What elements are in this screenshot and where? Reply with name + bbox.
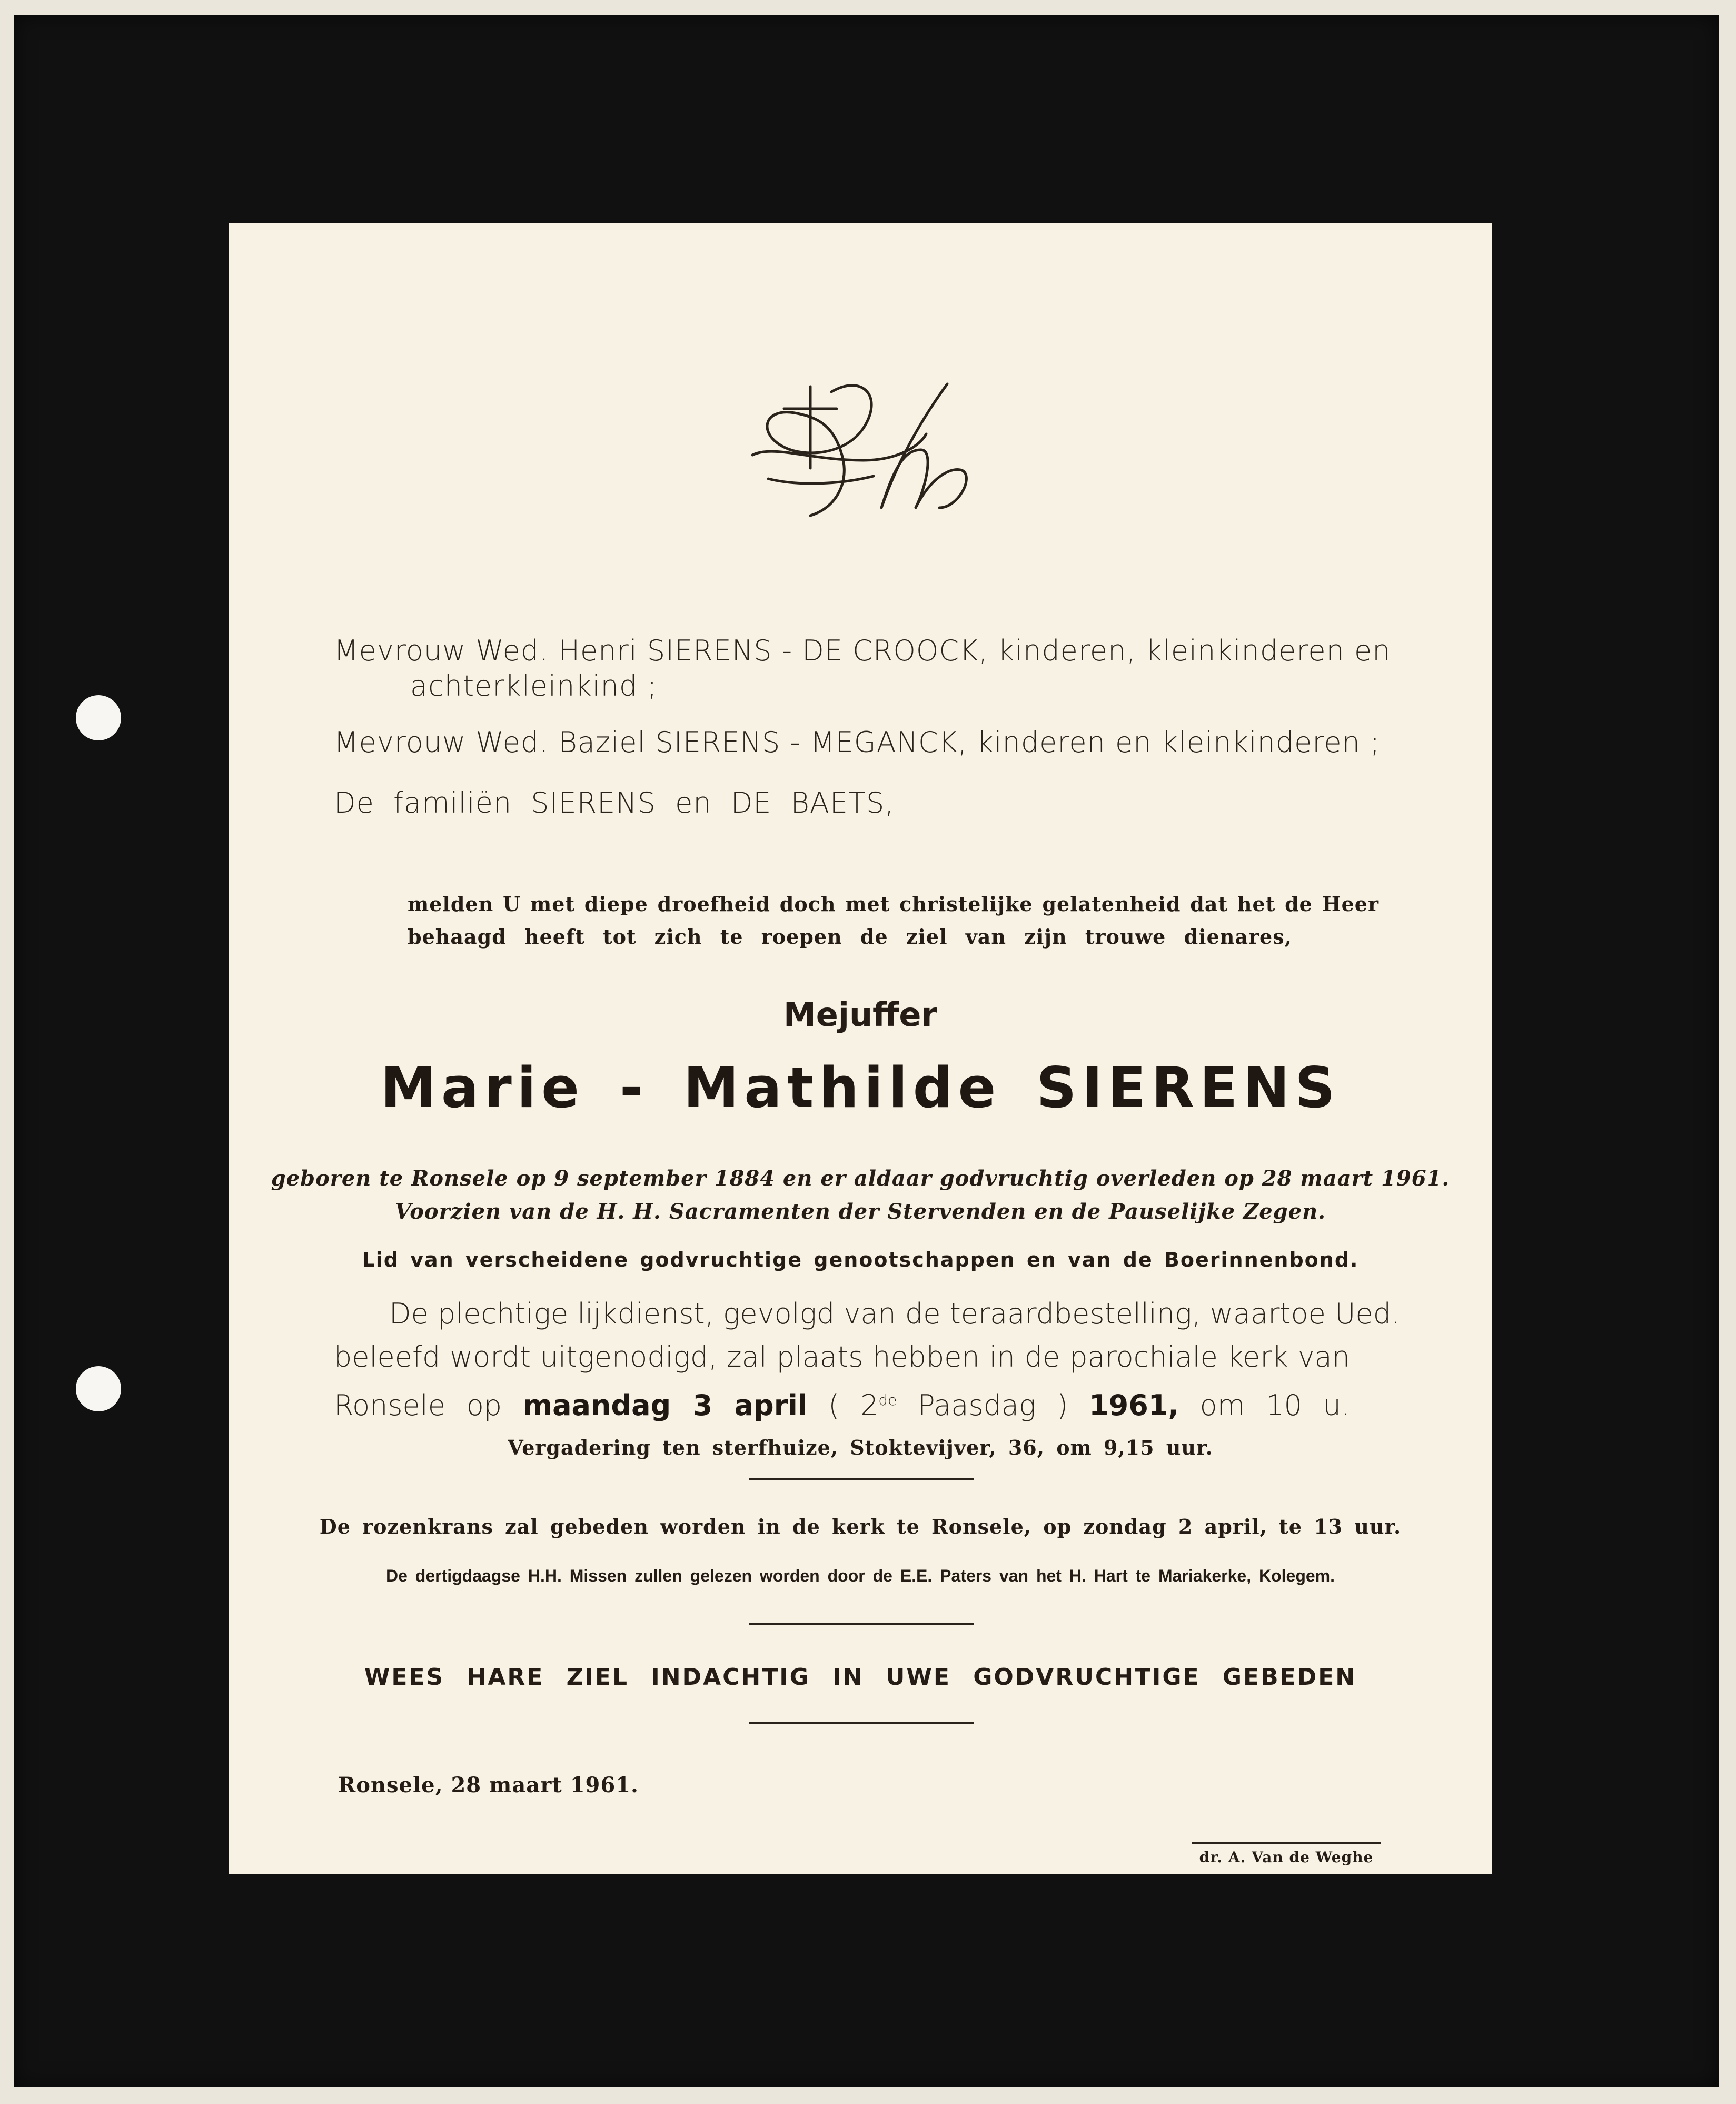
divider-2 <box>749 1623 974 1625</box>
membership-line: Lid van verscheidene godvruchtige genootschappen en van de Boerinnenbond. <box>362 1248 1359 1271</box>
announcement-text <box>408 888 1379 953</box>
service-time: om 10 u. <box>1199 1389 1350 1422</box>
service-paren-open: ( 2de Paasdag ) <box>828 1389 1068 1422</box>
announcement-line-1: melden U met diepe droefheid doch met christelijke gelatenheid dat het de Heer <box>408 892 1379 916</box>
family-list <box>334 634 1391 819</box>
deceased-title: Mejuffer <box>783 995 937 1034</box>
service-line-2: beleefd wordt uitgenodigd, zal plaats hebben in de parochiale kerk van <box>334 1340 1350 1374</box>
birth-death-line: geboren te Ronsele op 9 september 1884 en er aldaar godvruchtig overleden op 28 maart 1961. <box>271 1166 1450 1191</box>
ordinal-suffix: de <box>878 1391 897 1409</box>
printer-rule <box>1192 1842 1381 1844</box>
divider-1 <box>749 1478 974 1480</box>
funeral-service-text <box>334 1292 1401 1422</box>
sacraments-line: Voorzien van de H. H. Sacramenten der Stervenden en de Pauselijke Zegen. <box>394 1199 1326 1224</box>
service-line-3-start: Ronsele op <box>334 1389 502 1422</box>
prayer-line: WEES HARE ZIEL INDACHTIG IN UWE GODVRUCHTIGE GEBEDEN <box>364 1664 1357 1691</box>
cross-monogram-icon <box>731 376 995 529</box>
divider-3 <box>749 1722 974 1724</box>
punch-hole-top <box>76 695 121 740</box>
service-year: 1961, <box>1089 1389 1179 1422</box>
service-line-1: De plechtige lijkdienst, gevolgd van de teraardbestelling, waartoe Ued. <box>389 1297 1401 1330</box>
service-day: maandag 3 april <box>522 1389 808 1422</box>
masses-line: De dertigdaagse H.H. Missen zullen gelezen worden door de E.E. Paters van het H. Hart te Mariakerke, Kolegem. <box>385 1566 1335 1585</box>
family-line-3: Mevrouw Wed. Baziel SIERENS - MEGANCK, kinderen en kleinkinderen ; <box>334 726 1381 759</box>
punch-hole-bottom <box>76 1366 121 1411</box>
family-line-4: De familiën SIERENS en DE BAETS, <box>334 786 895 819</box>
place-date: Ronsele, 28 maart 1961. <box>338 1773 639 1797</box>
memorial-card <box>229 223 1492 1874</box>
service-line-3 <box>334 1379 1350 1422</box>
printer-credit: dr. A. Van de Weghe <box>1199 1849 1374 1866</box>
family-line-2: achterkleinkind ; <box>410 669 658 703</box>
rosary-line: De rozenkrans zal gebeden worden in de kerk te Ronsele, op zondag 2 april, te 13 uur. <box>319 1515 1402 1538</box>
gathering-line: Vergadering ten sterfhuize, Stoktevijver, 36, om 9,15 uur. <box>508 1436 1213 1459</box>
announcement-line-2: behaagd heeft tot zich te roepen de ziel van zijn trouwe dienares, <box>408 925 1292 949</box>
deceased-name: Marie - Mathilde SIERENS <box>380 1055 1341 1120</box>
family-line-1: Mevrouw Wed. Henri SIERENS - DE CROOCK, kinderen, kleinkinderen en <box>334 634 1391 667</box>
